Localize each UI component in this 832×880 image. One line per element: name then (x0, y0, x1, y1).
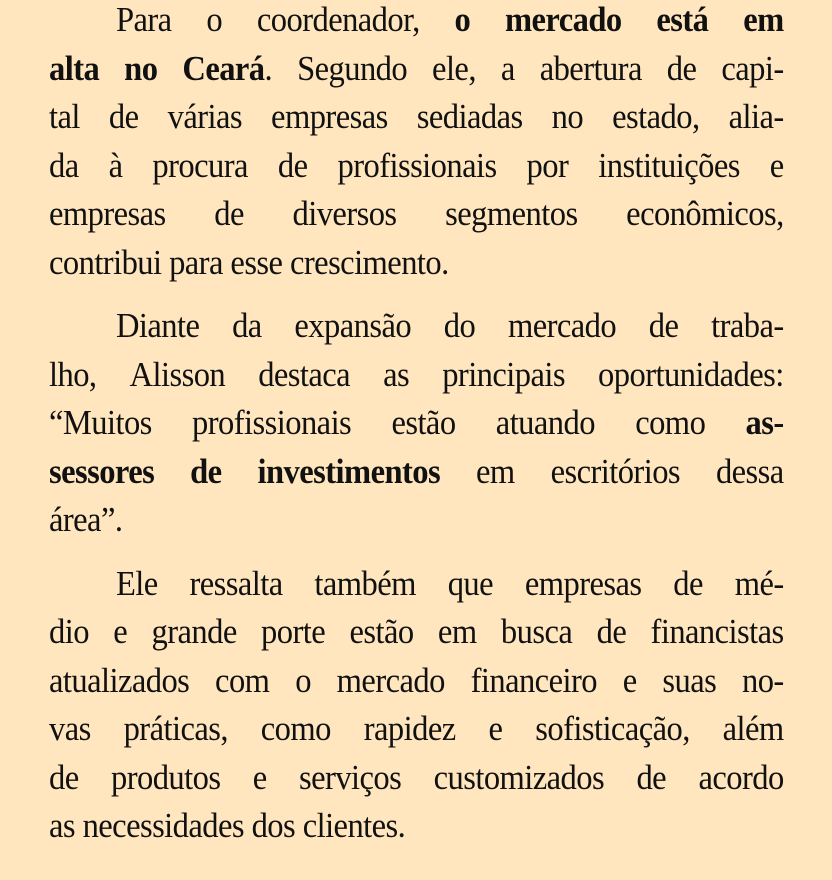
word: lho, (49, 354, 97, 394)
word: à (108, 145, 123, 185)
word: como (635, 403, 706, 442)
word: serviços (299, 757, 402, 797)
word: de (214, 194, 244, 233)
word: destaca (258, 354, 351, 394)
word: acordo (698, 757, 784, 797)
word: o (206, 0, 223, 39)
word: o (454, 0, 471, 39)
word: de (49, 757, 79, 797)
word: grande (151, 612, 237, 651)
word: que (447, 563, 494, 603)
text-line (49, 351, 784, 400)
article-body (49, 0, 784, 851)
word: sediadas (416, 97, 523, 136)
word: estão (391, 403, 456, 442)
word: com (215, 660, 270, 700)
text-line (49, 190, 784, 239)
paragraph-2 (49, 302, 784, 545)
word: sessores (49, 451, 155, 491)
text-line (49, 302, 784, 351)
word: de (636, 757, 667, 797)
word: capi- (721, 48, 784, 88)
text-line (49, 239, 784, 288)
word: de (108, 97, 139, 136)
word: no- (741, 660, 784, 700)
word: de (673, 563, 703, 603)
word: tal (49, 97, 80, 136)
word: também (314, 563, 416, 603)
word: investimentos (257, 451, 441, 491)
text-segment: área”. (49, 500, 123, 539)
text-line (49, 45, 784, 94)
word: procura (152, 145, 248, 185)
word: expansão (294, 306, 412, 345)
text-line (49, 142, 784, 191)
word: está (656, 0, 709, 39)
word: de (277, 145, 308, 185)
word: alta (49, 48, 100, 88)
word: e (622, 660, 637, 700)
word: do (443, 306, 476, 345)
word: dessa (715, 451, 784, 491)
word: em (437, 612, 477, 651)
word: instituições (598, 145, 740, 185)
word: customizados (433, 757, 605, 797)
word: alia- (728, 97, 784, 136)
word: traba- (711, 306, 784, 345)
word: da (232, 306, 262, 345)
word: econômicos, (626, 194, 784, 233)
word: e (113, 612, 128, 651)
word: práticas, (123, 709, 228, 748)
word: em (743, 0, 784, 39)
word: empresas (49, 194, 166, 233)
word: mercado (504, 0, 622, 39)
word: sofisticação, (535, 709, 690, 748)
word: atualizados (49, 660, 190, 700)
text-segment: as necessidades dos clientes. (49, 806, 406, 845)
text-line (49, 657, 784, 706)
word: mé- (734, 563, 784, 603)
word: vas (49, 709, 91, 748)
word: estado, (612, 97, 700, 136)
word: de (666, 48, 697, 88)
word: profissionais (337, 145, 497, 185)
word: o (295, 660, 311, 700)
word: empresas (271, 97, 388, 136)
paragraph-3 (49, 560, 784, 851)
word: ele, (432, 48, 476, 88)
text-line (49, 496, 784, 545)
word: de (190, 451, 222, 491)
word: Ele (115, 563, 158, 603)
word: suas (662, 660, 717, 700)
word: atuando (495, 403, 595, 442)
word: estão (349, 612, 414, 651)
word: financeiro (470, 660, 597, 700)
word: oportunidades: (598, 354, 784, 394)
word: “Muitos (49, 403, 152, 442)
word: empresas (524, 563, 642, 603)
word: escritórios (550, 451, 681, 491)
word: várias (167, 97, 242, 136)
word: e (769, 145, 784, 185)
text-line (49, 608, 784, 657)
word: Diante (115, 306, 200, 345)
text-line (49, 399, 784, 448)
word: da (49, 145, 79, 185)
word: principais (442, 354, 565, 394)
word: além (722, 709, 784, 748)
word: busca (500, 612, 573, 651)
word: de (596, 612, 627, 651)
word: em (476, 451, 515, 491)
word: financistas (650, 612, 784, 651)
word: de (648, 306, 679, 345)
text-line (49, 448, 784, 497)
word: as- (745, 403, 784, 442)
text-line (49, 0, 784, 45)
word: Ceará. (182, 48, 273, 88)
word: coordenador, (256, 0, 420, 39)
word: segmentos (445, 194, 578, 233)
text-line (49, 705, 784, 754)
text-line (49, 560, 784, 609)
text-line (49, 802, 784, 851)
word: mercado (507, 306, 617, 345)
word: a (500, 48, 515, 88)
word: no (124, 48, 158, 88)
word: dio (49, 612, 89, 651)
word: e (488, 709, 503, 748)
paragraph-1 (49, 0, 784, 287)
word: profissionais (192, 403, 352, 442)
word: abertura (539, 48, 642, 88)
text-line (49, 754, 784, 803)
word: Segundo (297, 48, 408, 88)
word: e (252, 757, 267, 797)
word: as (383, 354, 410, 394)
word: produtos (110, 757, 221, 797)
word: Para (115, 0, 172, 39)
text-line (49, 93, 784, 142)
word: Alisson (129, 354, 226, 394)
word: rapidez (363, 709, 456, 748)
word: ressalta (189, 563, 283, 603)
word: porte (261, 612, 326, 651)
text-segment: contribui para esse crescimento. (49, 242, 449, 282)
word: diversos (292, 194, 397, 233)
word: no (551, 97, 584, 136)
word: mercado (336, 660, 445, 700)
word: como (260, 709, 331, 748)
word: por (526, 145, 569, 185)
